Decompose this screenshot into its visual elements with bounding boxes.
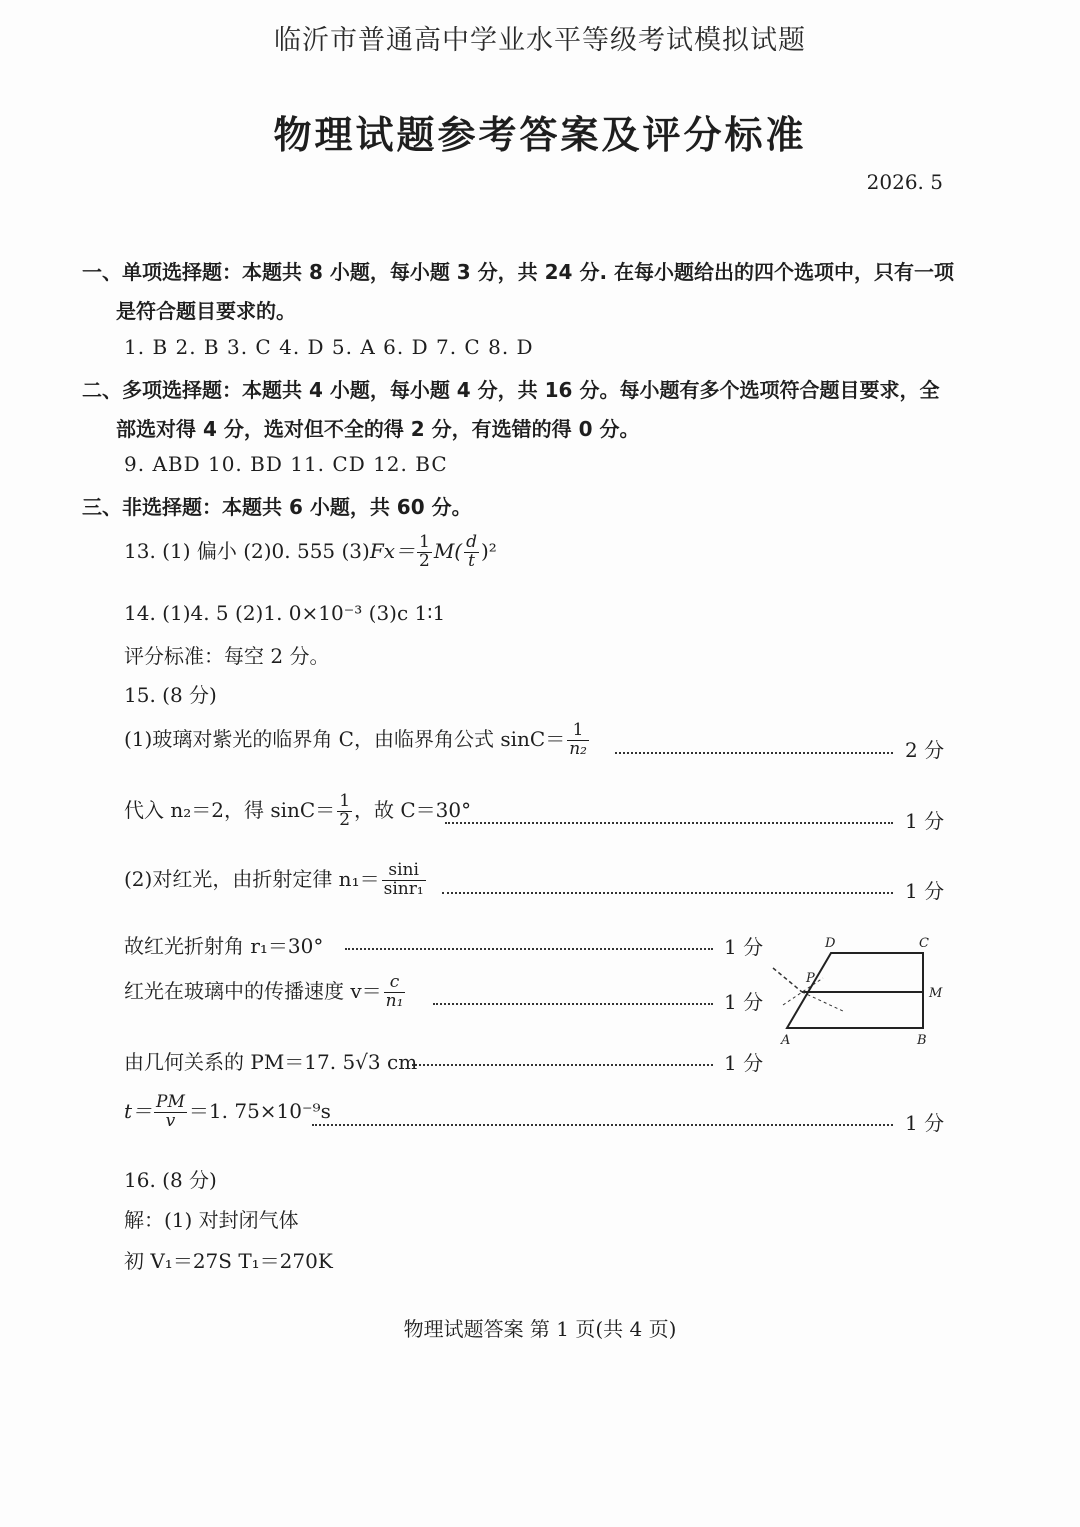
q13-tail: )²: [481, 538, 497, 563]
q15-line2-num: 1: [339, 791, 351, 811]
q15-line1-text: (1)玻璃对紫光的临界角 C，由临界角公式 sinC＝: [124, 726, 566, 751]
q16-line1: 解：(1) 对封闭气体: [124, 1208, 299, 1232]
q15-line6: 由几何关系的 PM＝17. 5√3 cm: [124, 1050, 418, 1074]
q15-line5: [124, 974, 407, 1011]
q13-prefix: 13. (1) 偏小 (2)0. 555 (3): [124, 538, 370, 563]
label-p: P: [806, 971, 815, 986]
q15-line1-fraction: [567, 722, 589, 759]
label-d: D: [825, 936, 836, 951]
exam-header: 临沂市普通高中学业水平等级考试模拟试题: [274, 25, 806, 56]
section1-heading-cont: 是符合题目要求的。: [116, 299, 296, 323]
q16-line2: 初 V₁＝27S T₁＝270K: [124, 1249, 333, 1273]
q14-answer: 14. (1)4. 5 (2)1. 0×10⁻³ (3)c 1∶1: [124, 601, 446, 625]
q13-half-fraction: [417, 534, 432, 571]
exam-date: 2026. 5: [866, 170, 943, 194]
q13-inner-den: t: [468, 550, 475, 571]
q15-line7-fraction: [154, 1094, 187, 1131]
q15-line1-num: 1: [567, 722, 589, 741]
q15-line2-fraction: [337, 793, 352, 830]
q15-line5-den: n₁: [385, 990, 404, 1011]
leader-dots: [433, 1003, 713, 1005]
section2-answers: 9. ABD 10. BD 11. CD 12. BC: [124, 452, 448, 476]
q15-line5-fraction: [384, 974, 406, 1011]
incident-ray: [773, 968, 802, 992]
leader-dots: [442, 892, 893, 894]
q15-line7-den: v: [165, 1110, 176, 1131]
q15-line1-points: 2 分: [905, 738, 945, 762]
q15-line1-den: n₂: [569, 738, 587, 759]
q13-frac-den: 2: [419, 550, 430, 571]
q15-line3-text: (2)对红光，由折射定律 n₁＝: [124, 866, 380, 891]
q15-line7-num: PM: [156, 1092, 185, 1112]
q15-line3-num: sini: [382, 862, 426, 881]
label-c: C: [919, 936, 929, 951]
q13-answer: [124, 534, 497, 571]
label-m: M: [929, 986, 943, 1001]
q15-line7-pre: t＝: [124, 1098, 153, 1123]
prism-outline: [787, 953, 923, 1028]
page-footer: 物理试题答案 第 1 页(共 4 页): [403, 1317, 677, 1341]
leader-dots: [615, 752, 893, 754]
leader-dots: [445, 822, 893, 824]
q13-frac-num: 1: [419, 532, 430, 552]
section2-heading-cont: 部选对得 4 分，选对但不全的得 2 分，有选错的得 0 分。: [116, 417, 640, 441]
q15-line2-post: ，故 C＝30°: [354, 797, 472, 822]
q15-line7-points: 1 分: [905, 1111, 945, 1135]
section2-heading: 二、多项选择题：本题共 4 小题，每小题 4 分，共 16 分。每小题有多个选项符合题目要求，全: [82, 378, 940, 402]
label-b: B: [917, 1033, 927, 1048]
q14-scoring: 评分标准：每空 2 分。: [124, 644, 330, 668]
q15-line2-points: 1 分: [905, 809, 945, 833]
section3-heading: 三、非选择题：本题共 6 小题，共 60 分。: [82, 495, 472, 519]
reference-line: [802, 992, 845, 1012]
label-a: A: [781, 1033, 791, 1048]
q15-line2-pre: 代入 n₂＝2，得 sinC＝: [124, 797, 336, 822]
leader-dots: [345, 948, 713, 950]
q15-line5-points: 1 分: [724, 990, 764, 1014]
q15-line7: [124, 1094, 331, 1131]
leader-dots: [312, 1124, 893, 1126]
q15-line1: [124, 722, 591, 759]
q13-inner-num: d: [466, 532, 477, 552]
q15-line3-points: 1 分: [905, 879, 945, 903]
q15-line5-num: c: [384, 974, 406, 993]
q15-line3-den: sinr₁: [383, 878, 424, 899]
q15-line3: [124, 862, 428, 899]
section1-heading: 一、单项选择题：本题共 8 小题，每小题 3 分，共 24 分. 在每小题给出的四个选项中，只有一项: [82, 260, 955, 284]
q15-heading: 15. (8 分): [124, 683, 217, 707]
q13-lhs: Fx＝: [369, 538, 415, 563]
q15-line3-fraction: [382, 862, 426, 899]
prism-diagram: [765, 930, 950, 1050]
q15-line7-post: ＝1. 75×10⁻⁹s: [188, 1098, 331, 1123]
q15-line4: 故红光折射角 r₁＝30°: [124, 934, 324, 958]
q15-line5-text: 红光在玻璃中的传播速度 v＝: [124, 978, 382, 1003]
leader-dots: [412, 1064, 713, 1066]
q13-velocity-fraction: [464, 534, 479, 571]
q15-line6-points: 1 分: [724, 1051, 764, 1075]
q13-mass: M(: [433, 538, 463, 563]
q15-line2: [124, 793, 471, 830]
page-title: 物理试题参考答案及评分标准: [273, 113, 807, 157]
section1-answers: 1. B 2. B 3. C 4. D 5. A 6. D 7. C 8. D: [124, 335, 534, 359]
q15-line2-den: 2: [339, 809, 351, 830]
q16-heading: 16. (8 分): [124, 1168, 217, 1192]
q15-line4-points: 1 分: [724, 935, 764, 959]
